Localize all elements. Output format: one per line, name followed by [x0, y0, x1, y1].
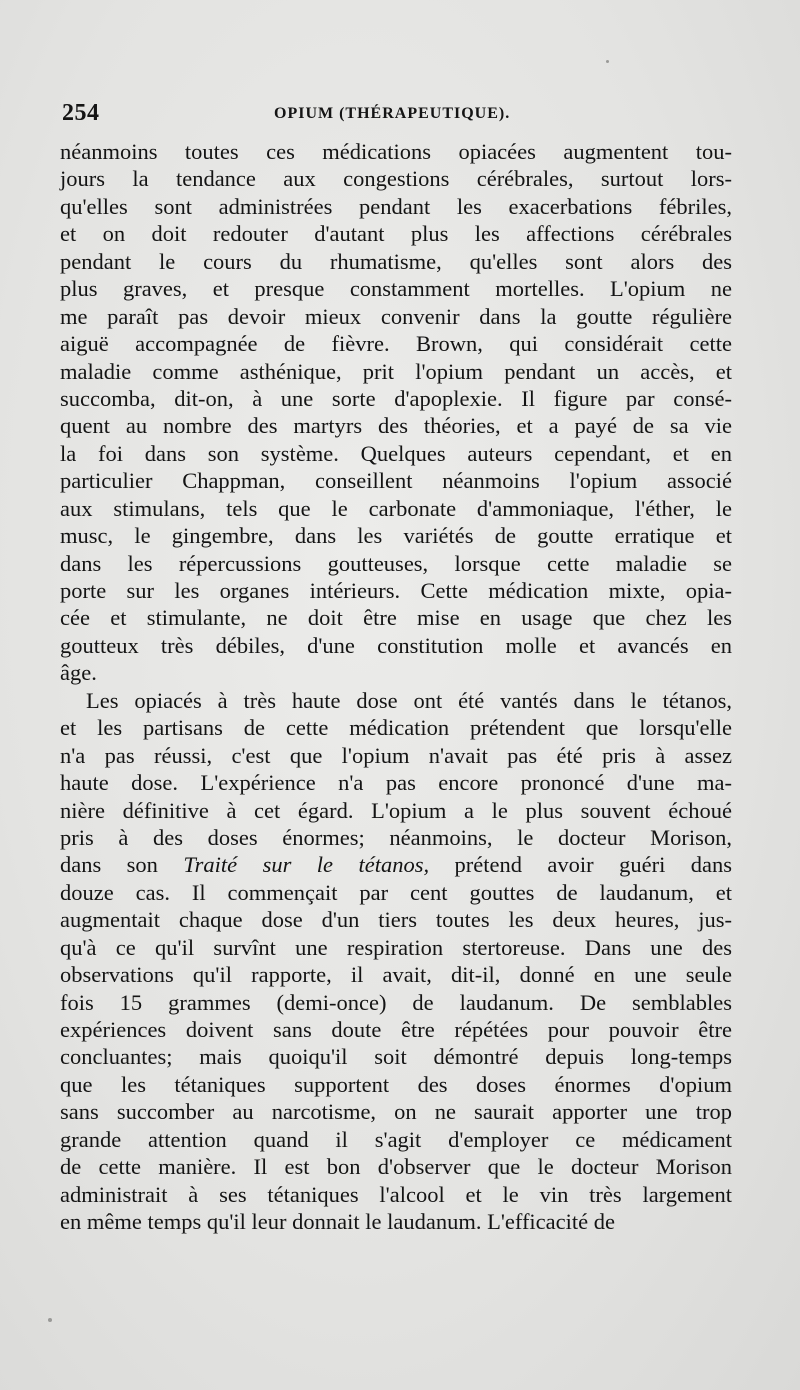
- text-line: grande attention quand il s'agit d'employer ce médicament: [60, 1126, 732, 1152]
- page-header: [62, 100, 738, 130]
- running-title: OPIUM (THÉRAPEUTIQUE).: [274, 105, 511, 122]
- text-line: en même temps qu'il leur donnait le laudanum. L'efficacité de: [60, 1209, 615, 1235]
- text-line: sans succomber au narcotisme, on ne saurait apporter une trop: [60, 1099, 732, 1125]
- text-line: la foi dans son système. Quelques auteurs cependant, et en: [60, 440, 732, 466]
- text-line: douze cas. Il commençait par cent gouttes de laudanum, et: [60, 879, 732, 905]
- text-line: fois 15 grammes (demi-once) de laudanum. De semblables: [60, 989, 732, 1015]
- text-line: particulier Chappman, conseillent néanmoins l'opium associé: [60, 468, 732, 494]
- text-line: dans les répercussions goutteuses, lorsque cette maladie se: [60, 550, 732, 576]
- text-line: goutteux très débiles, d'une constitution molle et avancés en: [60, 632, 732, 658]
- text-line: jours la tendance aux congestions cérébrales, surtout lors-: [60, 166, 732, 192]
- text-line: observations qu'il rapporte, il avait, dit-il, donné en une seule: [60, 962, 732, 988]
- text-line: plus graves, et presque constamment mortelles. L'opium ne: [60, 276, 732, 302]
- book-title: Traité sur le tétanos,: [183, 852, 430, 878]
- body-text: [60, 138, 732, 1236]
- paper-speck: [606, 60, 609, 63]
- text-line: dans son Traité sur le tétanos, prétend avoir guéri dans: [60, 852, 732, 878]
- text-line: aiguë accompagnée de fièvre. Brown, qui considérait cette: [60, 331, 732, 357]
- text-line: que les tétaniques supportent des doses énormes d'opium: [60, 1071, 732, 1097]
- text-line: augmentait chaque dose d'un tiers toutes les deux heures, jus-: [60, 907, 732, 933]
- text-line: Les opiacés à très haute dose ont été vantés dans le tétanos,: [86, 687, 732, 713]
- text-line: musc, le gingembre, dans les variétés de goutte erratique et: [60, 523, 732, 549]
- text-line: aux stimulans, tels que le carbonate d'ammoniaque, l'éther, le: [60, 495, 732, 521]
- text-line: porte sur les organes intérieurs. Cette médication mixte, opia-: [60, 578, 732, 603]
- text-line: âge.: [60, 660, 97, 686]
- text-line: haute dose. L'expérience n'a pas encore prononcé d'une ma-: [60, 770, 732, 796]
- text-line: concluantes; mais quoiqu'il soit démontré depuis long-temps: [60, 1044, 732, 1070]
- text-line: me paraît pas devoir mieux convenir dans la goutte régulière: [60, 303, 732, 329]
- text-line: administrait à ses tétaniques l'alcool et le vin très largement: [60, 1181, 732, 1207]
- text-line: succomba, dit-on, à une sorte d'apoplexie. Il figure par consé-: [60, 385, 732, 411]
- text-line: et les partisans de cette médication prétendent que lorsqu'elle: [60, 715, 732, 741]
- text-line: et on doit redouter d'autant plus les affections cérébrales: [60, 221, 732, 247]
- text-line: quent au nombre des martyrs des théories, et a payé de sa vie: [60, 413, 732, 439]
- text-line: néanmoins toutes ces médications opiacées augmentent tou-: [60, 139, 732, 164]
- text-line: pendant le cours du rhumatisme, qu'elles sont alors des: [60, 248, 732, 274]
- text-line: nière définitive à cet égard. L'opium a le plus souvent échoué: [60, 797, 732, 823]
- text-line: cée et stimulante, ne doit être mise en usage que chez les: [60, 605, 732, 631]
- text-line: qu'elles sont administrées pendant les exacerbations fébriles,: [60, 193, 732, 219]
- text-line: n'a pas réussi, c'est que l'opium n'avait pas été pris à assez: [60, 742, 732, 768]
- text-line: expériences doivent sans doute être répétées pour pouvoir être: [60, 1017, 732, 1042]
- text-line: maladie comme asthénique, prit l'opium pendant un accès, et: [60, 358, 732, 384]
- page-number: 254: [62, 100, 100, 126]
- text-line: de cette manière. Il est bon d'observer que le docteur Morison: [60, 1154, 732, 1180]
- text-line: pris à des doses énormes; néanmoins, le docteur Morison,: [60, 824, 732, 850]
- text-line: qu'à ce qu'il survînt une respiration stertoreuse. Dans une des: [60, 934, 732, 960]
- paper-speck: [48, 1318, 52, 1322]
